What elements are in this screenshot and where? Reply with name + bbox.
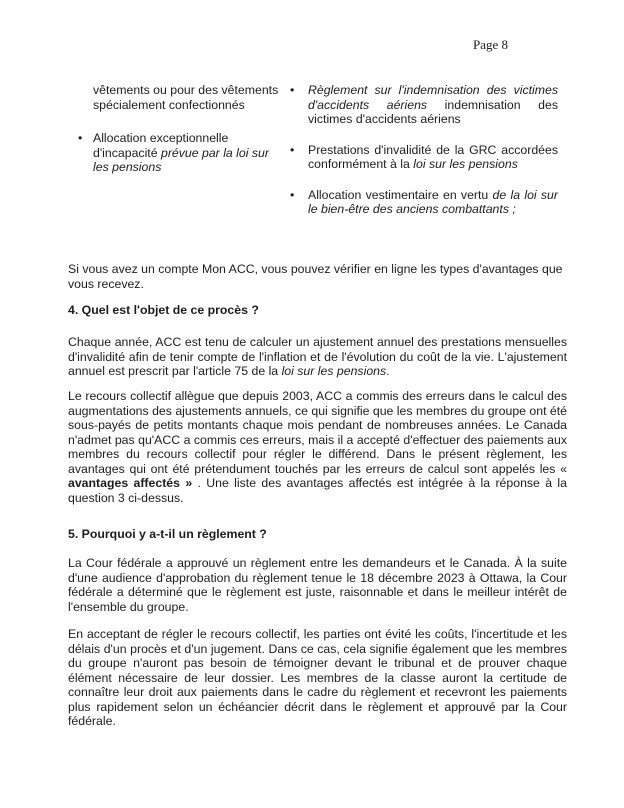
text-run: Si vous avez un compte Mon ACC, vous pouvez vérifier en ligne les types d'avantages que vous recevez.	[68, 262, 563, 291]
bullet-list-right-column	[290, 83, 558, 217]
bullet-icon: •	[290, 187, 295, 202]
text-run: . Une liste des avantages affectés est intégrée à la réponse à la question 3 ci-dessus.	[68, 476, 567, 505]
text-run: prévue par la loi sur les pensions	[93, 145, 269, 174]
text-run: avantages affectés »	[68, 476, 193, 490]
paragraph-mon-acc	[68, 262, 567, 291]
text-run: Prestations d'invalidité de la GRC accordées conformément à la	[308, 142, 558, 171]
heading-question-4	[68, 303, 567, 318]
list-item-text	[308, 83, 558, 127]
paragraph-ajustement-annuel	[68, 335, 567, 379]
bullet-icon: •	[290, 142, 295, 157]
text-run: loi sur les pensions	[413, 157, 518, 171]
paragraph-avantages-reglement	[68, 627, 567, 729]
list-item-text	[93, 131, 283, 175]
text-run: 4. Quel est l'objet de ce procès ?	[68, 303, 259, 317]
bullet-list-left-column	[78, 83, 283, 175]
text-run: En acceptant de régler le recours collectif, les parties ont évité les coûts, l'incertitude et les délais d'un procès et d'un jugement. Dans ce cas, cela signifie également que les membres du groupe n'auront pas besoin de témoigner devant le tribunal et de prouver chaque élément nécessaire de leur dossier. Les membres de la classe auront la certitude de connaître leur droit aux paiements dans le cadre du règlement et recevront les paiements plus rapidement selon un échéancier décrit dans le règlement et approuvé par la Cour fédérale.	[68, 627, 567, 728]
list-item-text	[308, 143, 558, 172]
text-run: Chaque année, ACC est tenu de calculer un ajustement annuel des prestations mensuelles d'invalidité afin de tenir compte de l'inflation et de l'évolution du coût de la vie. L'ajustement annuel est prescrit par l'article 75 de la	[68, 335, 567, 378]
text-run: La Cour fédérale a approuvé un règlement entre les demandeurs et le Canada. À la suite d'une audience d'approbation du règlement tenue le 18 décembre 2023 à Ottawa, la Cour fédérale a déterminé que le règlement est juste, raisonnable et dans le meilleur intérêt de l'ensemble du groupe.	[68, 556, 567, 614]
bullet-icon: •	[290, 83, 295, 97]
text-run: Allocation exceptionnelle d'incapacité	[93, 131, 229, 160]
text-run: Règlement sur l'indemnisation des victimes d'accidents aériens	[308, 83, 558, 112]
text-run: vêtements ou pour des vêtements spécialement confectionnés	[93, 83, 279, 112]
heading-question-5	[68, 527, 567, 542]
list-item-text	[308, 188, 558, 217]
page-number: Page 8	[472, 37, 508, 52]
paragraph-cour-federale	[68, 556, 567, 614]
text-run: .	[386, 364, 390, 378]
list-item	[78, 131, 283, 175]
text-run: Allocation vestimentaire en vertu	[308, 187, 493, 202]
text-run: de la loi sur le bien-être des anciens combattants ;	[308, 187, 558, 216]
paragraph-recours-collectif	[68, 389, 567, 505]
list-item	[290, 187, 558, 217]
list-item-text	[93, 83, 283, 112]
list-item	[290, 142, 558, 172]
text-run: 5. Pourquoi y a-t-il un règlement ?	[68, 527, 267, 541]
list-item	[93, 83, 283, 112]
text-run: loi sur les pensions	[281, 364, 387, 378]
bullet-icon: •	[78, 131, 83, 145]
text-run: indemnisation des victimes d'accidents aériens	[308, 97, 558, 126]
list-item	[290, 83, 558, 127]
text-run: Le recours collectif allègue que depuis 2003, ACC a commis des erreurs dans le calcul des augmentations des ajustements annuels, ce qui signifie que les membres du groupe ont été sous-payés de petits montants chaque mois pendant de nombreuses années. Le Canada n'admet pas qu'ACC a commis ces erreurs, mais il a accepté d'effectuer des paiements aux membres du recours collectif pour régler le différend. Dans le présent règlement, les avantages qui ont été prétendument touchés par les erreurs de calcul sont appelés les «	[68, 389, 568, 476]
